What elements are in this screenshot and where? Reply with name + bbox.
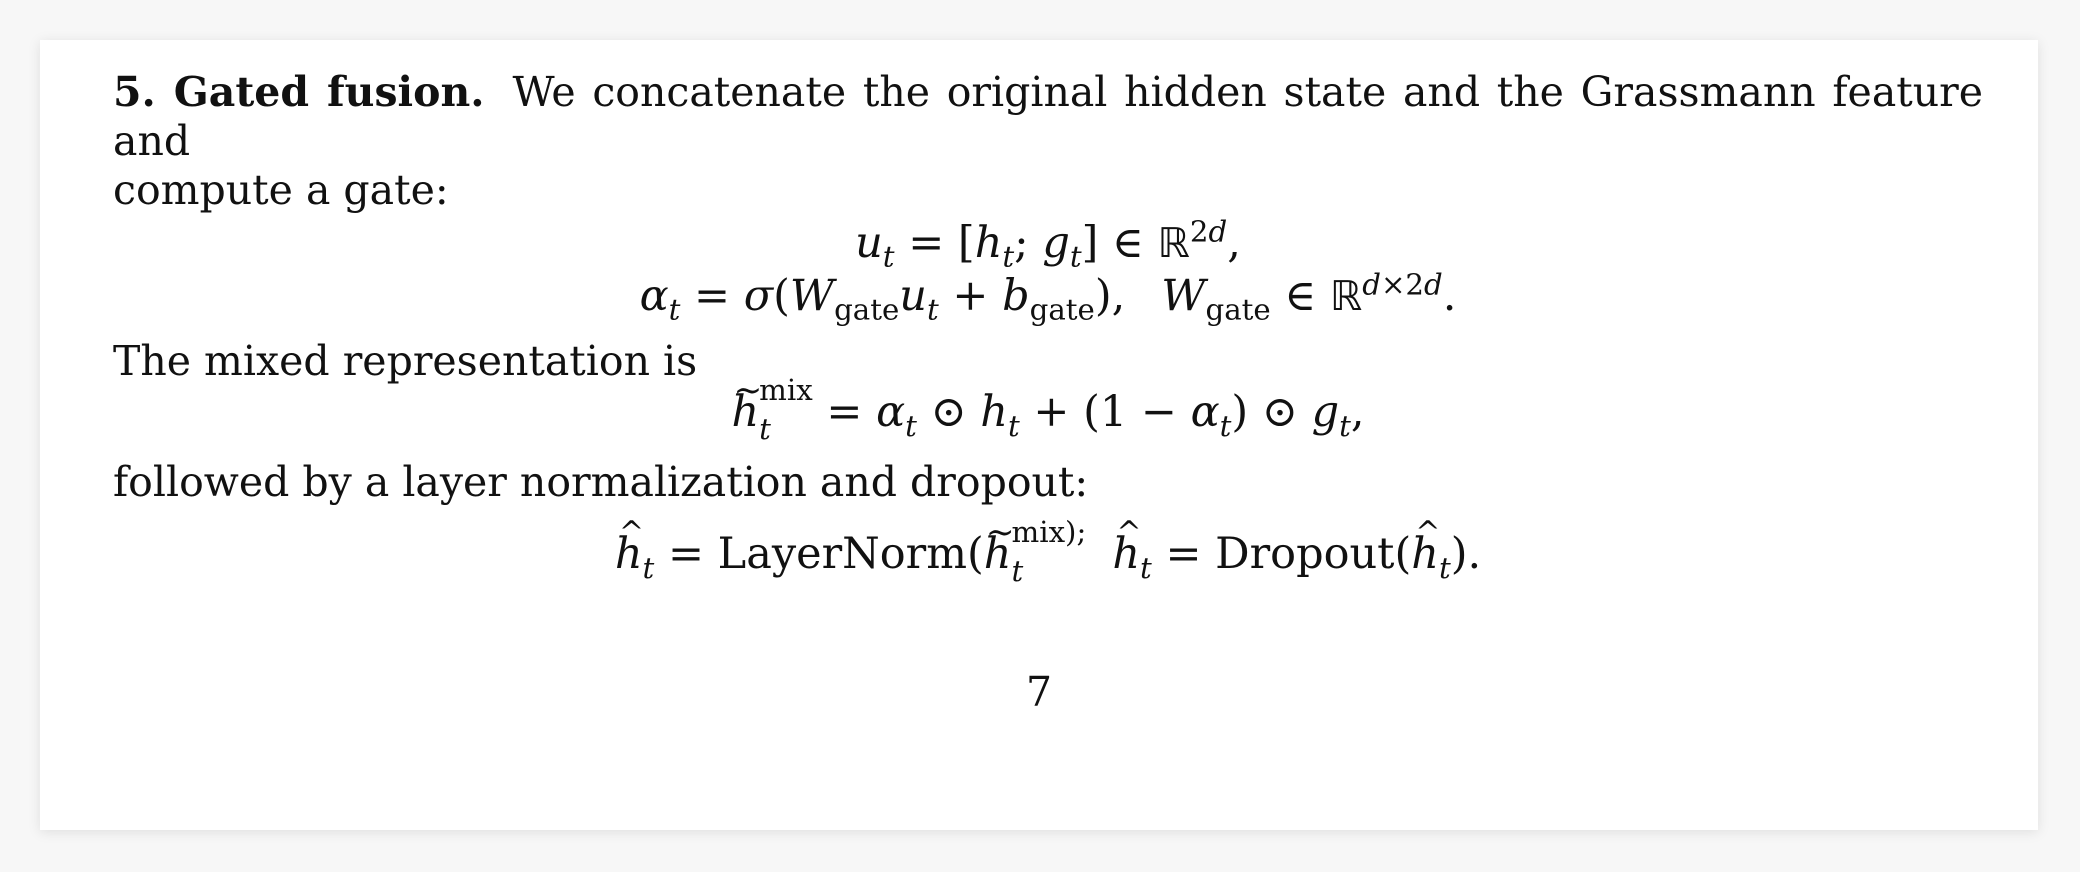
section-heading: 5. Gated fusion. — [113, 68, 485, 116]
equation-concat: $u_t = [h_t$; $g_t$] ∈ ℝ$^{2d}$, — [855, 214, 1241, 274]
page-number: 7 — [1025, 668, 1053, 716]
document-page — [40, 40, 2038, 830]
equation-mix: ~ h mix t = $\alpha_t$ ⊙ $h_t + (1 - \alpha_t)$ ⊙ $g_t$, — [113, 386, 1983, 444]
followed-by-text: followed by a layer normalization and dropout: — [113, 458, 1089, 507]
equation-gate: $\alpha_t = \sigma(W_{gate}u_t + b_{gate})$, $W_{gate}$ ∈ ℝ$^{d\times 2d}$. — [639, 267, 1457, 327]
equation-layernorm-dropout: ^ $h_t$ = LayerNorm(~ h mix); t ^ $h_t$ = Dropout(^ $h_t$). — [113, 528, 1983, 586]
intro-paragraph-line1 — [113, 68, 1983, 166]
intro-text-line2: compute a gate: — [113, 166, 449, 215]
section-content — [113, 68, 1983, 586]
intro-text-line1: We concatenate the original hidden state and the Grassmann feature and — [113, 68, 1984, 166]
mixed-representation-text: The mixed representation is — [113, 336, 698, 385]
